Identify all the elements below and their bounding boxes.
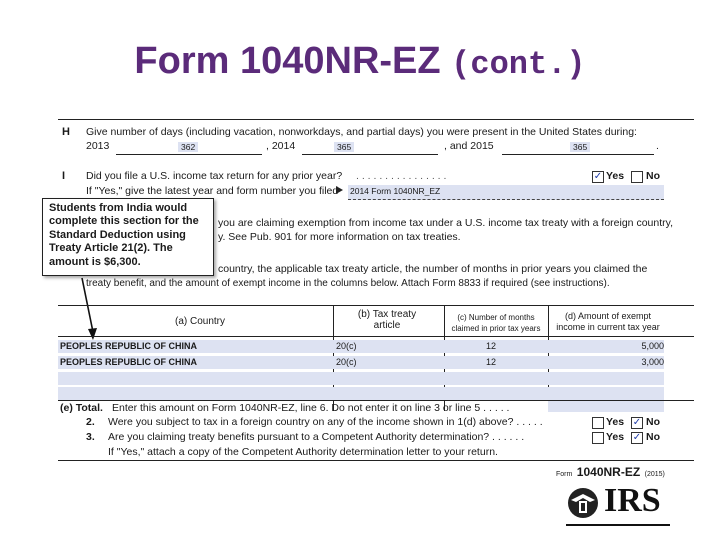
title-main: Form 1040NR-EZ [134,40,441,82]
line-i-letter: I [62,170,66,182]
days-2015-value: 365 [570,142,590,152]
q3-number: 3. [86,431,95,443]
row2-article: 20(c) [336,357,357,367]
days-2013-value: 362 [178,142,198,152]
total-amount-field[interactable] [548,401,664,412]
line-h-end: . [656,140,659,152]
form-footer [556,463,665,481]
irs-logo-rule [566,524,670,526]
table-header-rule [58,336,694,337]
row1-article: 20(c) [336,341,357,351]
line-j-text1: you are claiming exemption from income tax under a U.S. income tax treaty with a foreign country, [218,217,674,229]
table-row-empty[interactable] [58,387,664,400]
footer-form-name: 1040NR-EZ [576,465,641,479]
irs-logo [566,484,670,528]
latest-form-value: 2014 Form 1040NR_EZ [350,186,441,196]
q3-ifyes: If "Yes," attach a copy of the Competent Authority determination letter to your return. [108,446,498,458]
prior-return-yes-label: Yes [606,170,625,182]
competent-authority-yes-label: Yes [606,431,625,443]
prior-return-no-checkbox[interactable] [631,171,643,183]
footer-form-year: (2015) [644,471,665,478]
footer-form-prefix: Form [556,471,573,478]
total-label: (e) Total. [60,402,103,414]
days-2014-field[interactable] [302,141,438,155]
line-i-leader: . . . . . . . . . . . . . . . . [356,170,447,182]
check-icon: ✓ [632,432,642,443]
days-2013-field[interactable] [116,141,262,155]
line-i-ifyes: If "Yes," give the latest year and form number you filed [86,185,339,197]
slide-title [0,40,720,83]
table-row-empty[interactable] [58,372,664,385]
prior-return-no-label: No [646,170,660,182]
foreign-tax-no-checkbox[interactable] [631,417,643,429]
foreign-tax-no-label: No [646,416,660,428]
arrow-right-icon [336,186,343,194]
row2-country: PEOPLES REPUBLIC OF CHINA [60,357,198,367]
line-i-question: Did you file a U.S. income tax return for any prior year? [86,170,343,182]
row1-amount: 5,000 [641,341,664,351]
total-text: Enter this amount on Form 1040NR-EZ, line 6. Do not enter it on line 3 or line 5 . . . . . [112,402,510,414]
irs-logo-text: IRS [604,482,661,519]
india-note-text: Students from India would complete this section for the Standard Deduction using Treaty Article 21(2). The amount is $6,300. [49,202,199,268]
row1-country: PEOPLES REPUBLIC OF CHINA [60,341,198,351]
col-d-header: (d) Amount of exempt income in current tax year [556,311,660,332]
competent-authority-no-checkbox[interactable] [631,432,643,444]
line-j-text4: treaty benefit, and the amount of exempt income in the columns below. Attach Form 8833 if required (see instructions). [86,278,610,289]
col-b-header: (b) Tax treaty article [357,309,417,331]
form-bottom-rule [58,460,694,461]
check-icon: ✓ [593,171,603,182]
row2-months: 12 [486,357,497,367]
table-top-rule [58,305,694,306]
line-h-text: Give number of days (including vacation, nonworkdays, and partial days) you were present in the United States during: [86,126,637,138]
line-h-year2: , 2014 [266,140,296,152]
india-note-callout [42,198,214,276]
irs-eagle-icon [566,486,600,520]
row1-months: 12 [486,341,497,351]
foreign-tax-yes-checkbox[interactable] [592,417,604,429]
line-h-letter: H [62,126,70,138]
line-j-text2: y. See Pub. 901 for more information on tax treaties. [218,231,461,243]
line-j-text3: country, the applicable tax treaty article, the number of months in prior years you claimed the [218,263,648,275]
line-h-year1: 2013 [86,140,110,152]
q2-number: 2. [86,416,95,428]
callout-arrow-icon [78,276,102,342]
q3-text: Are you claiming treaty benefits pursuant to a Competent Authority determination? . . . . . . [108,431,525,443]
col-a-header: (a) Country [174,316,225,327]
days-2015-field[interactable] [502,141,654,155]
title-cont: (cont.) [451,46,586,83]
col-c-header: (c) Number of months claimed in prior tax years [451,313,541,333]
line-h-year3: , and 2015 [444,140,494,152]
check-icon: ✓ [632,417,642,428]
prior-return-yes-checkbox[interactable] [592,171,604,183]
days-2014-value: 365 [334,142,354,152]
foreign-tax-yes-label: Yes [606,416,625,428]
latest-form-field[interactable] [348,185,664,200]
form-top-rule [58,119,694,120]
q2-text: Were you subject to tax in a foreign country on any of the income shown in 1(d) above? . . . . . [108,416,543,428]
competent-authority-yes-checkbox[interactable] [592,432,604,444]
row2-amount: 3,000 [641,357,664,367]
competent-authority-no-label: No [646,431,660,443]
